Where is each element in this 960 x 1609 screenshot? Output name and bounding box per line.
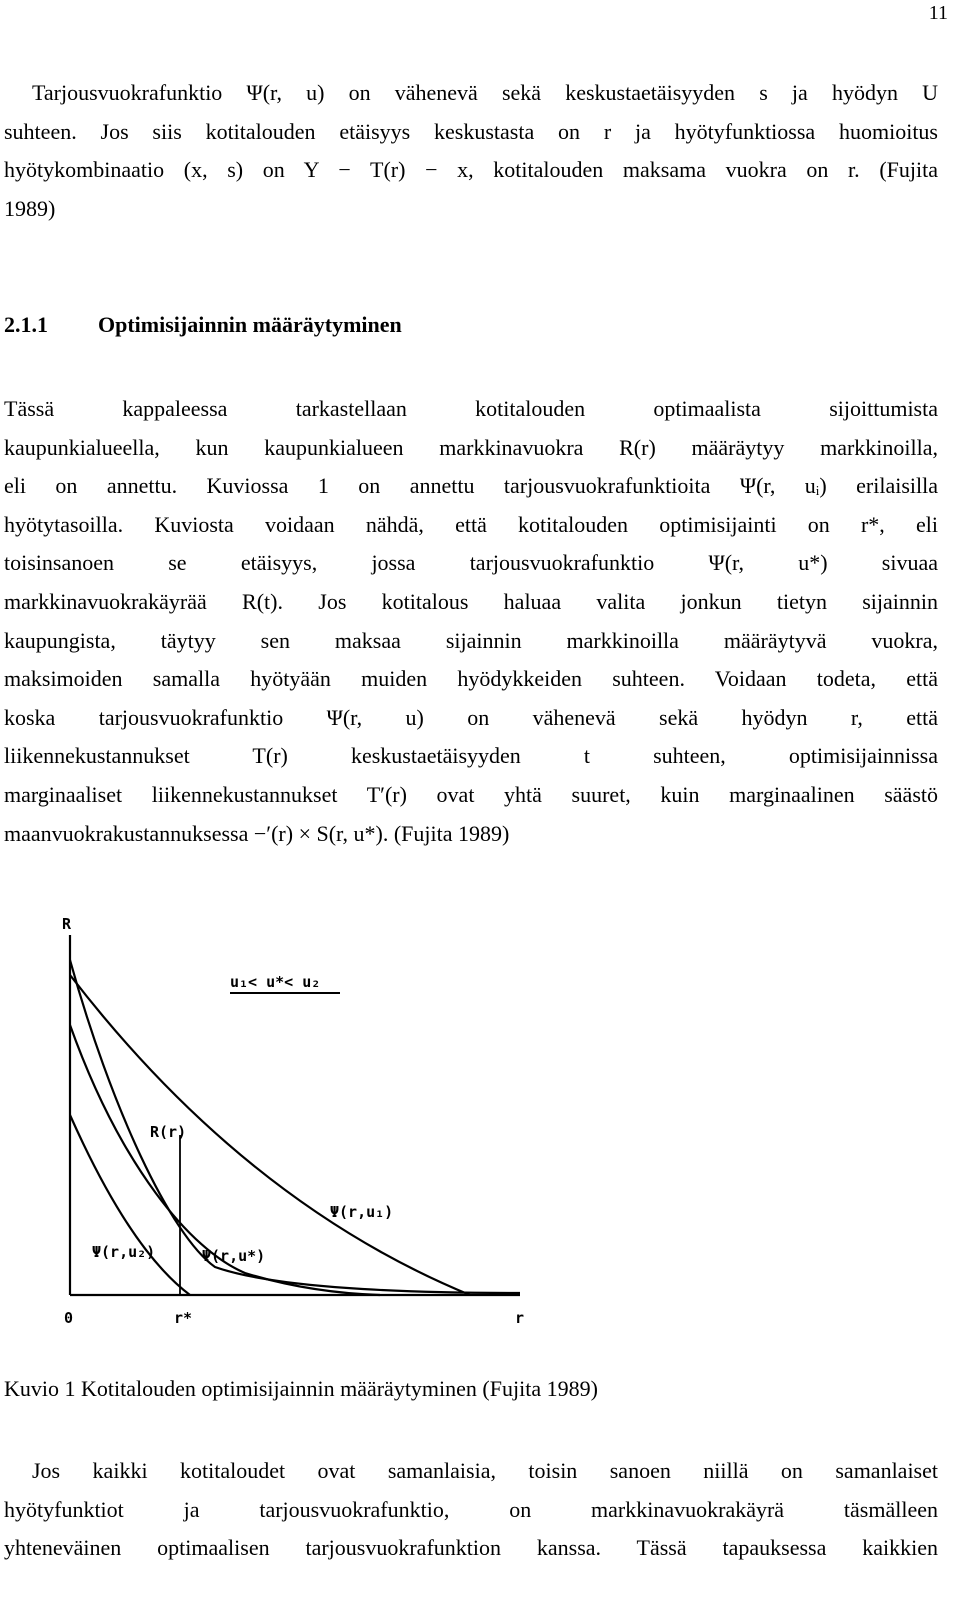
- section-number: 2.1.1: [4, 312, 48, 337]
- text-line: maanvuokrakustannuksessa −′(r) × S(r, u*). (Fujita 1989): [4, 820, 510, 846]
- figure-caption: Kuvio 1 Kotitalouden optimisijainnin määräytyminen (Fujita 1989): [4, 1376, 598, 1401]
- bid-rent-u2-label: Ψ(r,u₂): [92, 1243, 156, 1261]
- section-title: Optimisijainnin määräytyminen: [98, 312, 402, 337]
- text-line: hyötytasoilla. Kuviosta voidaan nähdä, että kotitalouden optimisijainti on r*, eli: [4, 511, 938, 537]
- text-line: kaupungista, täytyy sen maksaa sijainnin markkinoilla määräytyvä vuokra,: [4, 627, 938, 653]
- x-axis-label: r: [515, 1309, 525, 1327]
- text-line: Tarjousvuokrafunktio Ψ(r, u) on vähenevä sekä keskustaetäisyyden s ja hyödyn U: [32, 80, 938, 105]
- text-line: suhteen. Jos siis kotitalouden etäisyys keskustasta on r ja hyötyfunktiossa huomioitus: [4, 118, 938, 144]
- text-line: hyötyfunktiot ja tarjousvuokrafunktio, on markkinavuokrakäyrä täsmälleen: [4, 1496, 938, 1522]
- bid-rent-figure: [50, 905, 570, 1335]
- text-line: Tässä kappaleessa tarkastellaan kotitalouden optimaalista sijoittumista: [4, 396, 938, 421]
- bid-rent-ustar-label: Ψ(r,u*): [202, 1247, 266, 1265]
- page-number: 11: [928, 2, 948, 24]
- bid-rent-curve-u2: [70, 1115, 190, 1295]
- bid-rent-u1-label: Ψ(r,u₁): [330, 1203, 394, 1221]
- section-heading: [4, 312, 402, 338]
- text-line: markkinavuokrakäyrää R(t). Jos kotitalous haluaa valita jonkun tietyn sijainnin: [4, 588, 938, 614]
- legend-text: u₁< u*< u₂: [230, 973, 321, 991]
- text-line: Jos kaikki kotitaloudet ovat samanlaisia, toisin sanoen niillä on samanlaiset: [32, 1458, 938, 1483]
- rstar-label: r*: [174, 1309, 193, 1327]
- text-line: toisinsanoen se etäisyys, jossa tarjousvuokrafunktio Ψ(r, u*) sivuaa: [4, 550, 938, 576]
- text-line: koska tarjousvuokrafunktio Ψ(r, u) on vähenevä sekä hyödyn r, että: [4, 704, 938, 730]
- text-line: yhteneväinen optimaalisen tarjousvuokrafunktion kanssa. Tässä tapauksessa kaikkien: [4, 1535, 938, 1561]
- text-line: eli on annettu. Kuviossa 1 on annettu tarjousvuokrafunktioita Ψ(r, uᵢ) erilaisilla: [4, 473, 938, 499]
- origin-label: 0: [64, 1309, 74, 1327]
- text-line: maksimoiden samalla hyötyään muiden hyödykkeiden suhteen. Voidaan todeta, että: [4, 666, 938, 692]
- text-line: hyötykombinaatio (x, s) on Y − T(r) − x, kotitalouden maksama vuokra on r. (Fujita: [4, 157, 938, 183]
- bid-rent-diagram: [50, 905, 570, 1335]
- paragraph-intro: [4, 74, 938, 228]
- text-line: kaupunkialueella, kun kaupunkialueen markkinavuokra R(r) määräytyy markkinoilla,: [4, 434, 938, 460]
- y-axis-label: R: [62, 915, 72, 933]
- text-line: 1989): [4, 195, 56, 221]
- text-line: liikennekustannukset T(r) keskustaetäisyyden t suhteen, optimisijainnissa: [4, 743, 938, 769]
- market-rent-label: R(r): [150, 1123, 187, 1141]
- text-line: marginaaliset liikennekustannukset T′(r) ovat yhtä suuret, kuin marginaalinen säästö: [4, 781, 938, 807]
- paragraph-body: [4, 390, 938, 853]
- paragraph-closing: [4, 1452, 938, 1568]
